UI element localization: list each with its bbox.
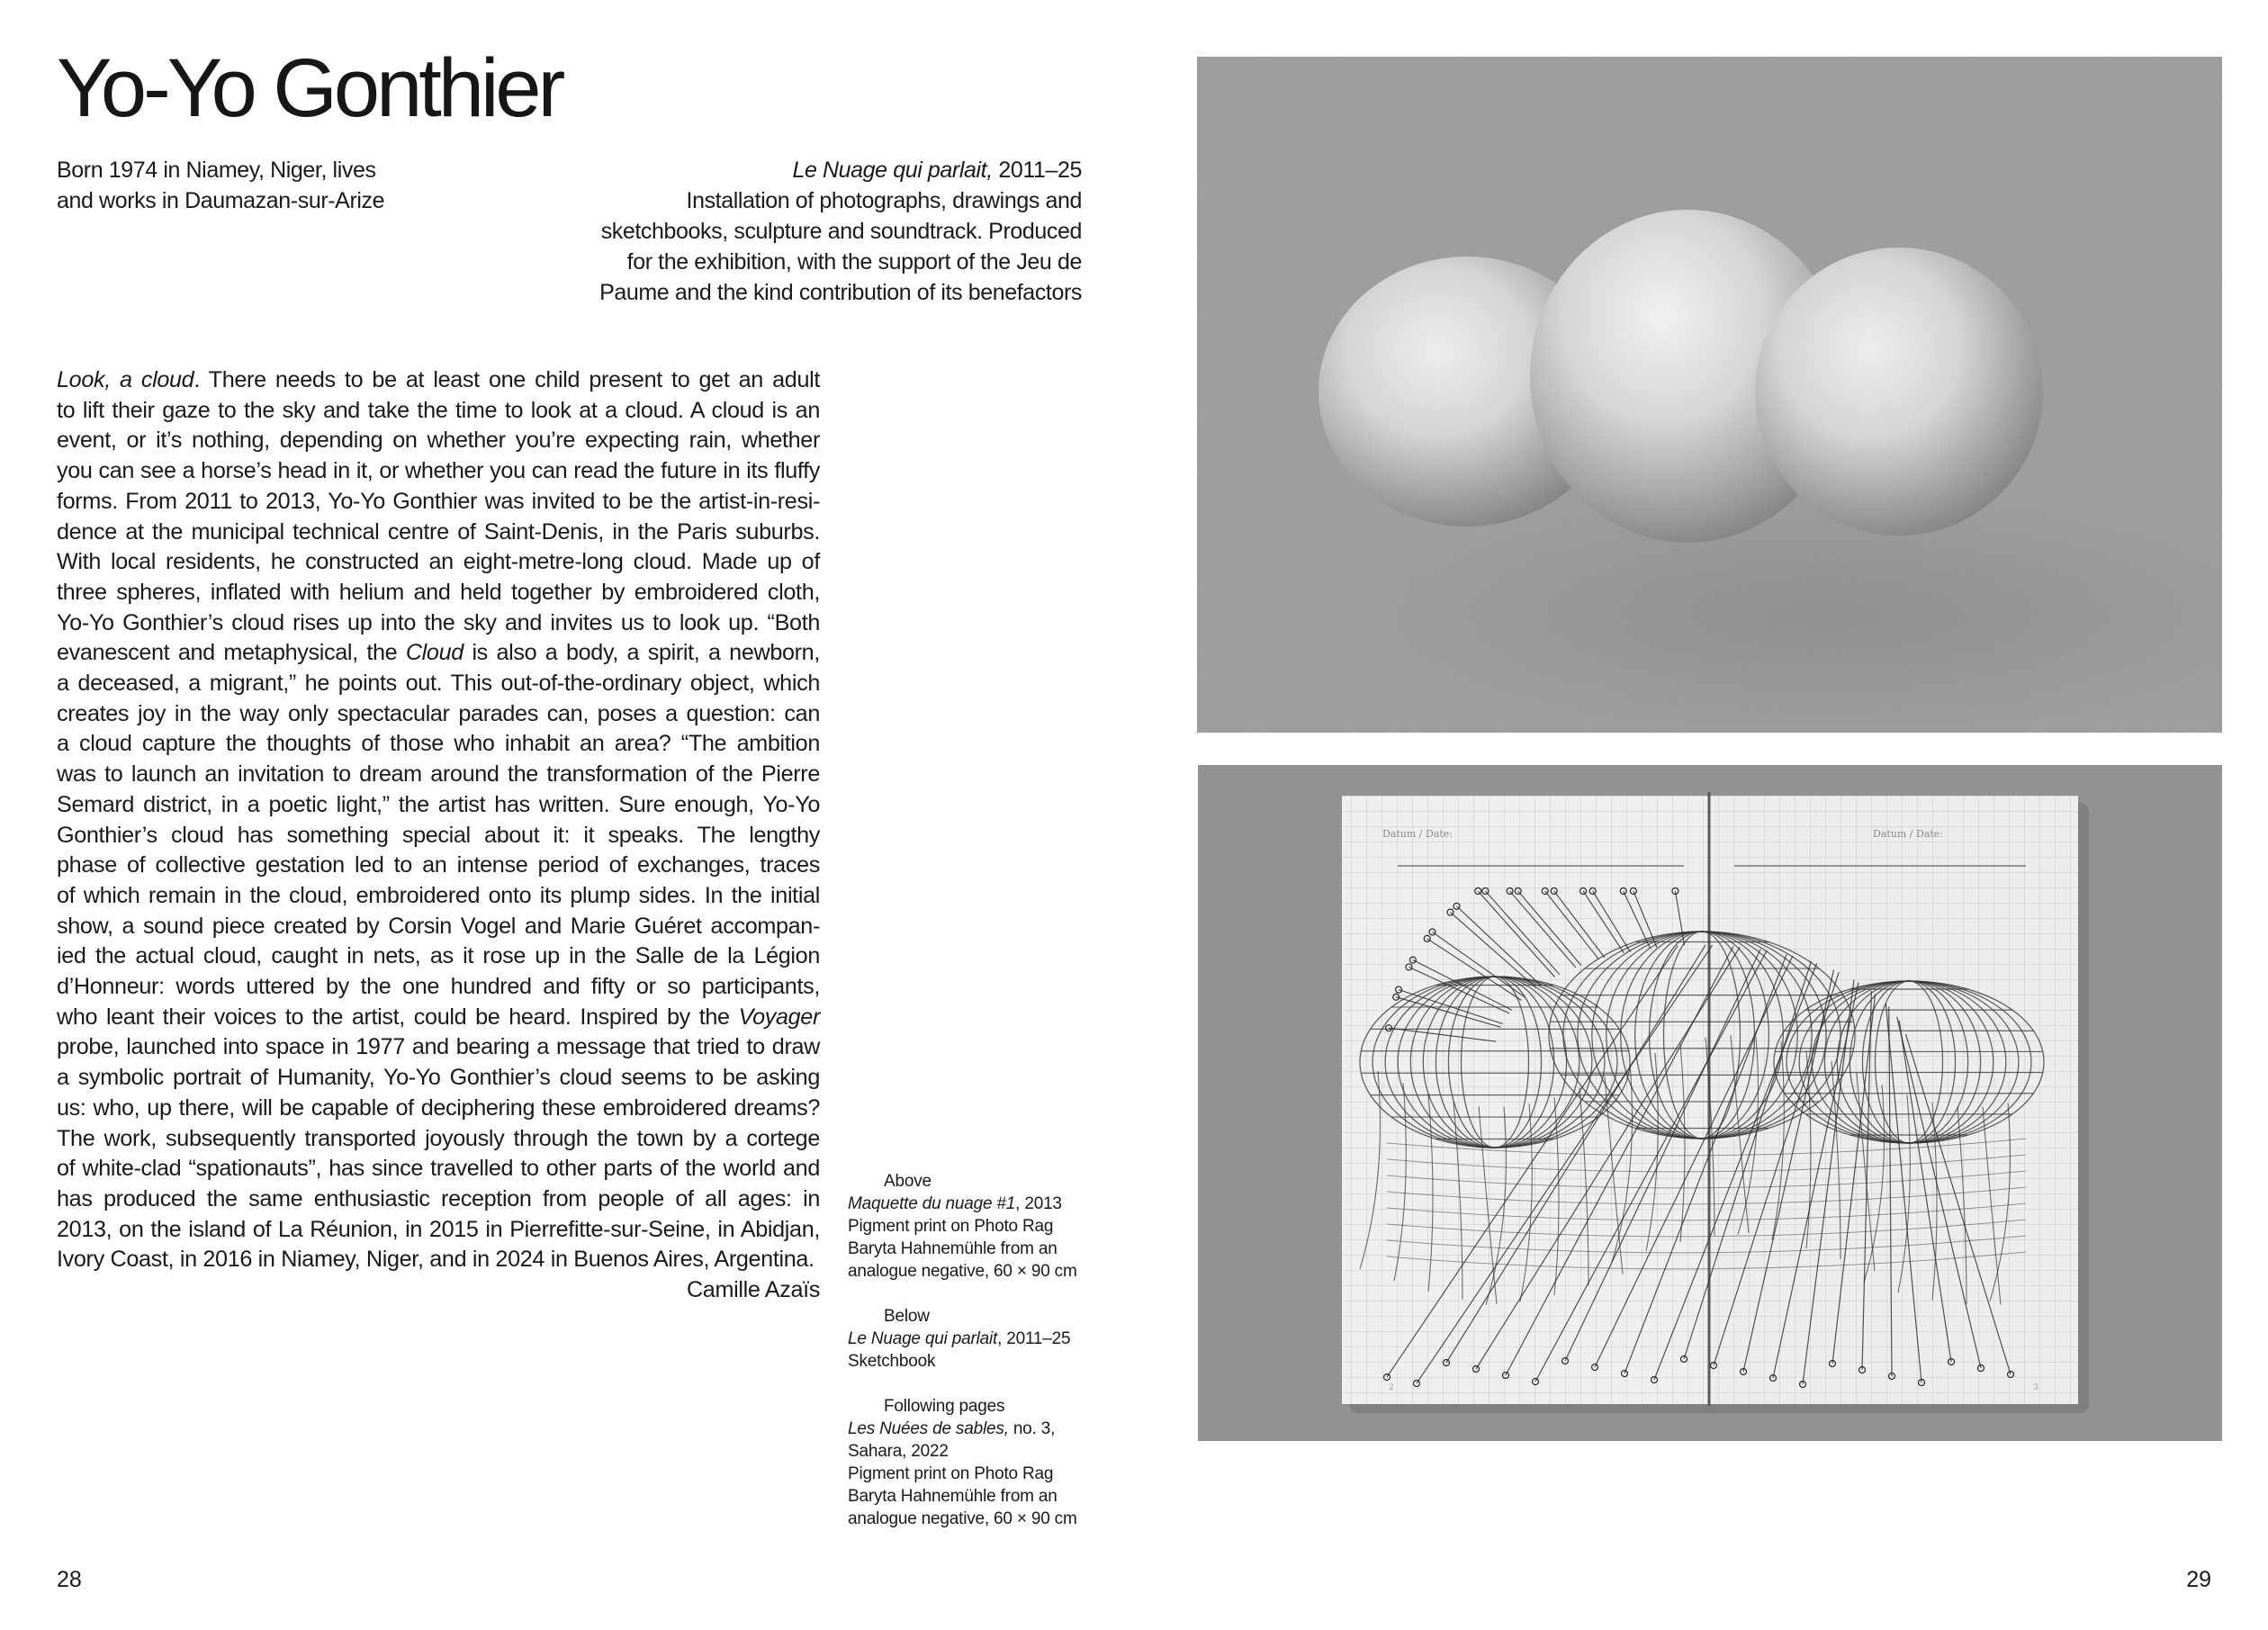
essay-line: creates joy in the way only spectacular parades can, poses a question: can [57, 700, 820, 726]
essay-line: probe, launched into space in 1977 and bearing a message that tried to draw [57, 1034, 820, 1060]
essay-cloud-after: is also a body, a spirit, a newborn, [463, 640, 820, 666]
sketchbook-date-label-left: Datum / Date: [1382, 828, 1454, 840]
essay-line: The work, subsequently transported joyously through the town by a cortege [57, 1125, 820, 1151]
essay-opening-italic: Look, a cloud [57, 367, 194, 392]
caption-label: Following pages [884, 1397, 1005, 1416]
caption-title: Maquette du nuage #1 [848, 1194, 1016, 1213]
caption-line: Baryta Hahnemühle from an [848, 1239, 1058, 1258]
work-title-line [540, 155, 1082, 185]
work-description-line: Installation of photographs, drawings and [686, 188, 1082, 213]
essay-line: was to launch an invitation to dream around the transformation of the Pierre [57, 761, 820, 788]
essay-line [57, 1003, 820, 1033]
essay-line: d’Honneur: words uttered by the one hundred and fifty or so participants, [57, 974, 820, 1000]
essay-line: of which remain in the cloud, embroidered onto its plump sides. In the initial [57, 882, 820, 908]
bio-line: Born 1974 in Niamey, Niger, lives [57, 158, 376, 183]
caption-title-line [848, 1418, 1091, 1440]
work-title: Le Nuage qui parlait, [792, 158, 993, 183]
essay-line: Yo-Yo Gonthier’s cloud rises up into the sky and invites us to look up. “Both [57, 609, 820, 635]
essay-line: event, or it’s nothing, depending on whether you’re expecting rain, whether [57, 428, 820, 454]
essay-line: forms. From 2011 to 2013, Yo-Yo Gonthier was invited to be the artist-in-resi- [57, 488, 820, 514]
cloud-maquette-image [1197, 57, 2222, 733]
caption-line: Pigment print on Photo Rag [848, 1217, 1054, 1236]
sketchbook-image [1198, 765, 2222, 1441]
essay-line: us: who, up there, will be capable of deciphering these embroidered dreams? [57, 1094, 820, 1121]
caption-line: analogue negative, 60 × 90 cm [848, 1262, 1077, 1281]
caption-line: Baryta Hahnemühle from an [848, 1487, 1058, 1506]
caption-title: Les Nuées de sables, [848, 1419, 1009, 1438]
artist-bio [57, 155, 435, 216]
essay-cloud-word: Cloud [405, 640, 464, 666]
essay-line: a deceased, a migrant,” he points out. This out-of-the-ordinary object, which [57, 671, 820, 697]
caption-title-rest: , 2011–25 [997, 1329, 1071, 1348]
caption-line: Pigment print on Photo Rag [848, 1464, 1054, 1483]
caption-label: Above [884, 1172, 932, 1191]
caption-below [848, 1305, 1091, 1373]
essay-line [57, 638, 820, 669]
essay-cloud-before: evanescent and metaphysical, the [57, 640, 406, 666]
essay-text [57, 365, 820, 1306]
page-number-right: 29 [2186, 1567, 2211, 1592]
essay-line: three spheres, inflated with helium and held together by embroidered cloth, [57, 579, 820, 605]
caption-above [848, 1170, 1091, 1283]
sketchbook-page-right: 3 [2033, 1383, 2038, 1392]
work-description-line: Paume and the kind contribution of its benefactors [599, 280, 1082, 305]
essay-line: phase of collective gestation led to an intense period of exchanges, traces [57, 852, 820, 878]
sketchbook-page-left: 2 [1389, 1383, 1394, 1392]
essay-line: a cloud capture the thoughts of those who inhabit an area? “The ambition [57, 731, 820, 757]
work-years: 2011–25 [992, 158, 1082, 183]
essay-line [57, 365, 820, 396]
caption-title-rest: , 2013 [1015, 1194, 1062, 1213]
work-description-line: sketchbooks, sculpture and soundtrack. Produced [600, 219, 1082, 244]
essay-line: Ivory Coast, in 2016 in Niamey, Niger, and in 2024 in Buenos Aires, Argentina. [57, 1247, 814, 1273]
essay-voyager-word: Voyager [738, 1004, 820, 1030]
essay-opening-rest: . There needs to be at least one child present to get an adult [194, 367, 820, 392]
essay-line: show, a sound piece created by Corsin Vogel and Marie Guéret accompan- [57, 913, 820, 939]
sketchbook-date-label-right: Datum / Date: [1873, 828, 1944, 840]
caption-title-line [848, 1193, 1091, 1215]
caption-line: Sketchbook [848, 1352, 936, 1371]
essay-line: of white-clad “spationauts”, has since travelled to other parts of the world and [57, 1156, 820, 1182]
essay-line: a symbolic portrait of Humanity, Yo-Yo Gonthier’s cloud seems to be asking [57, 1065, 820, 1091]
essay-line: you can see a horse’s head in it, or whether you can read the future in its fluffy [57, 458, 820, 484]
page-number-left: 28 [57, 1567, 82, 1592]
caption-title-rest: no. 3, [1008, 1419, 1056, 1438]
essay-line: has produced the same enthusiastic reception from people of all ages: in [57, 1185, 820, 1211]
essay-line: to lift their gaze to the sky and take the time to look at a cloud. A cloud is an [57, 397, 820, 423]
caption-line: analogue negative, 60 × 90 cm [848, 1509, 1077, 1528]
essay-author: Camille Azaïs [686, 1277, 820, 1303]
artist-name: Yo-Yo Gonthier [57, 42, 562, 134]
essay-line: Gonthier’s cloud has something special about it: it speaks. The lengthy [57, 822, 820, 848]
essay-line: ied the actual cloud, caught in nets, as it rose up in the Salle de la Légion [57, 943, 820, 969]
work-info [540, 155, 1082, 308]
essay-voyager-before: who leant their voices to the artist, could be heard. Inspired by the [57, 1004, 739, 1030]
caption-title-line [848, 1328, 1091, 1350]
caption-title: Le Nuage qui parlait [848, 1329, 998, 1348]
caption-line: Sahara, 2022 [848, 1442, 949, 1461]
caption-following-pages [848, 1395, 1091, 1530]
essay-line: Semard district, in a poetic light,” the artist has written. Sure enough, Yo-Yo [57, 791, 820, 817]
cloud-maquette-photo [1197, 57, 2222, 733]
bio-line: and works in Daumazan-sur-Arize [57, 188, 385, 213]
essay-line: With local residents, he constructed an eight-metre-long cloud. Made up of [57, 549, 820, 575]
sketchbook-photo [1198, 765, 2222, 1441]
image-captions [848, 1170, 1091, 1553]
work-description-line: for the exhibition, with the support of the Jeu de [626, 249, 1082, 275]
essay-line: dence at the municipal technical centre of Saint-Denis, in the Paris suburbs. [57, 518, 820, 545]
caption-label: Below [884, 1307, 930, 1326]
essay-line: 2013, on the island of La Réunion, in 2015 in Pierrefitte-sur-Seine, in Abidjan, [57, 1216, 820, 1242]
